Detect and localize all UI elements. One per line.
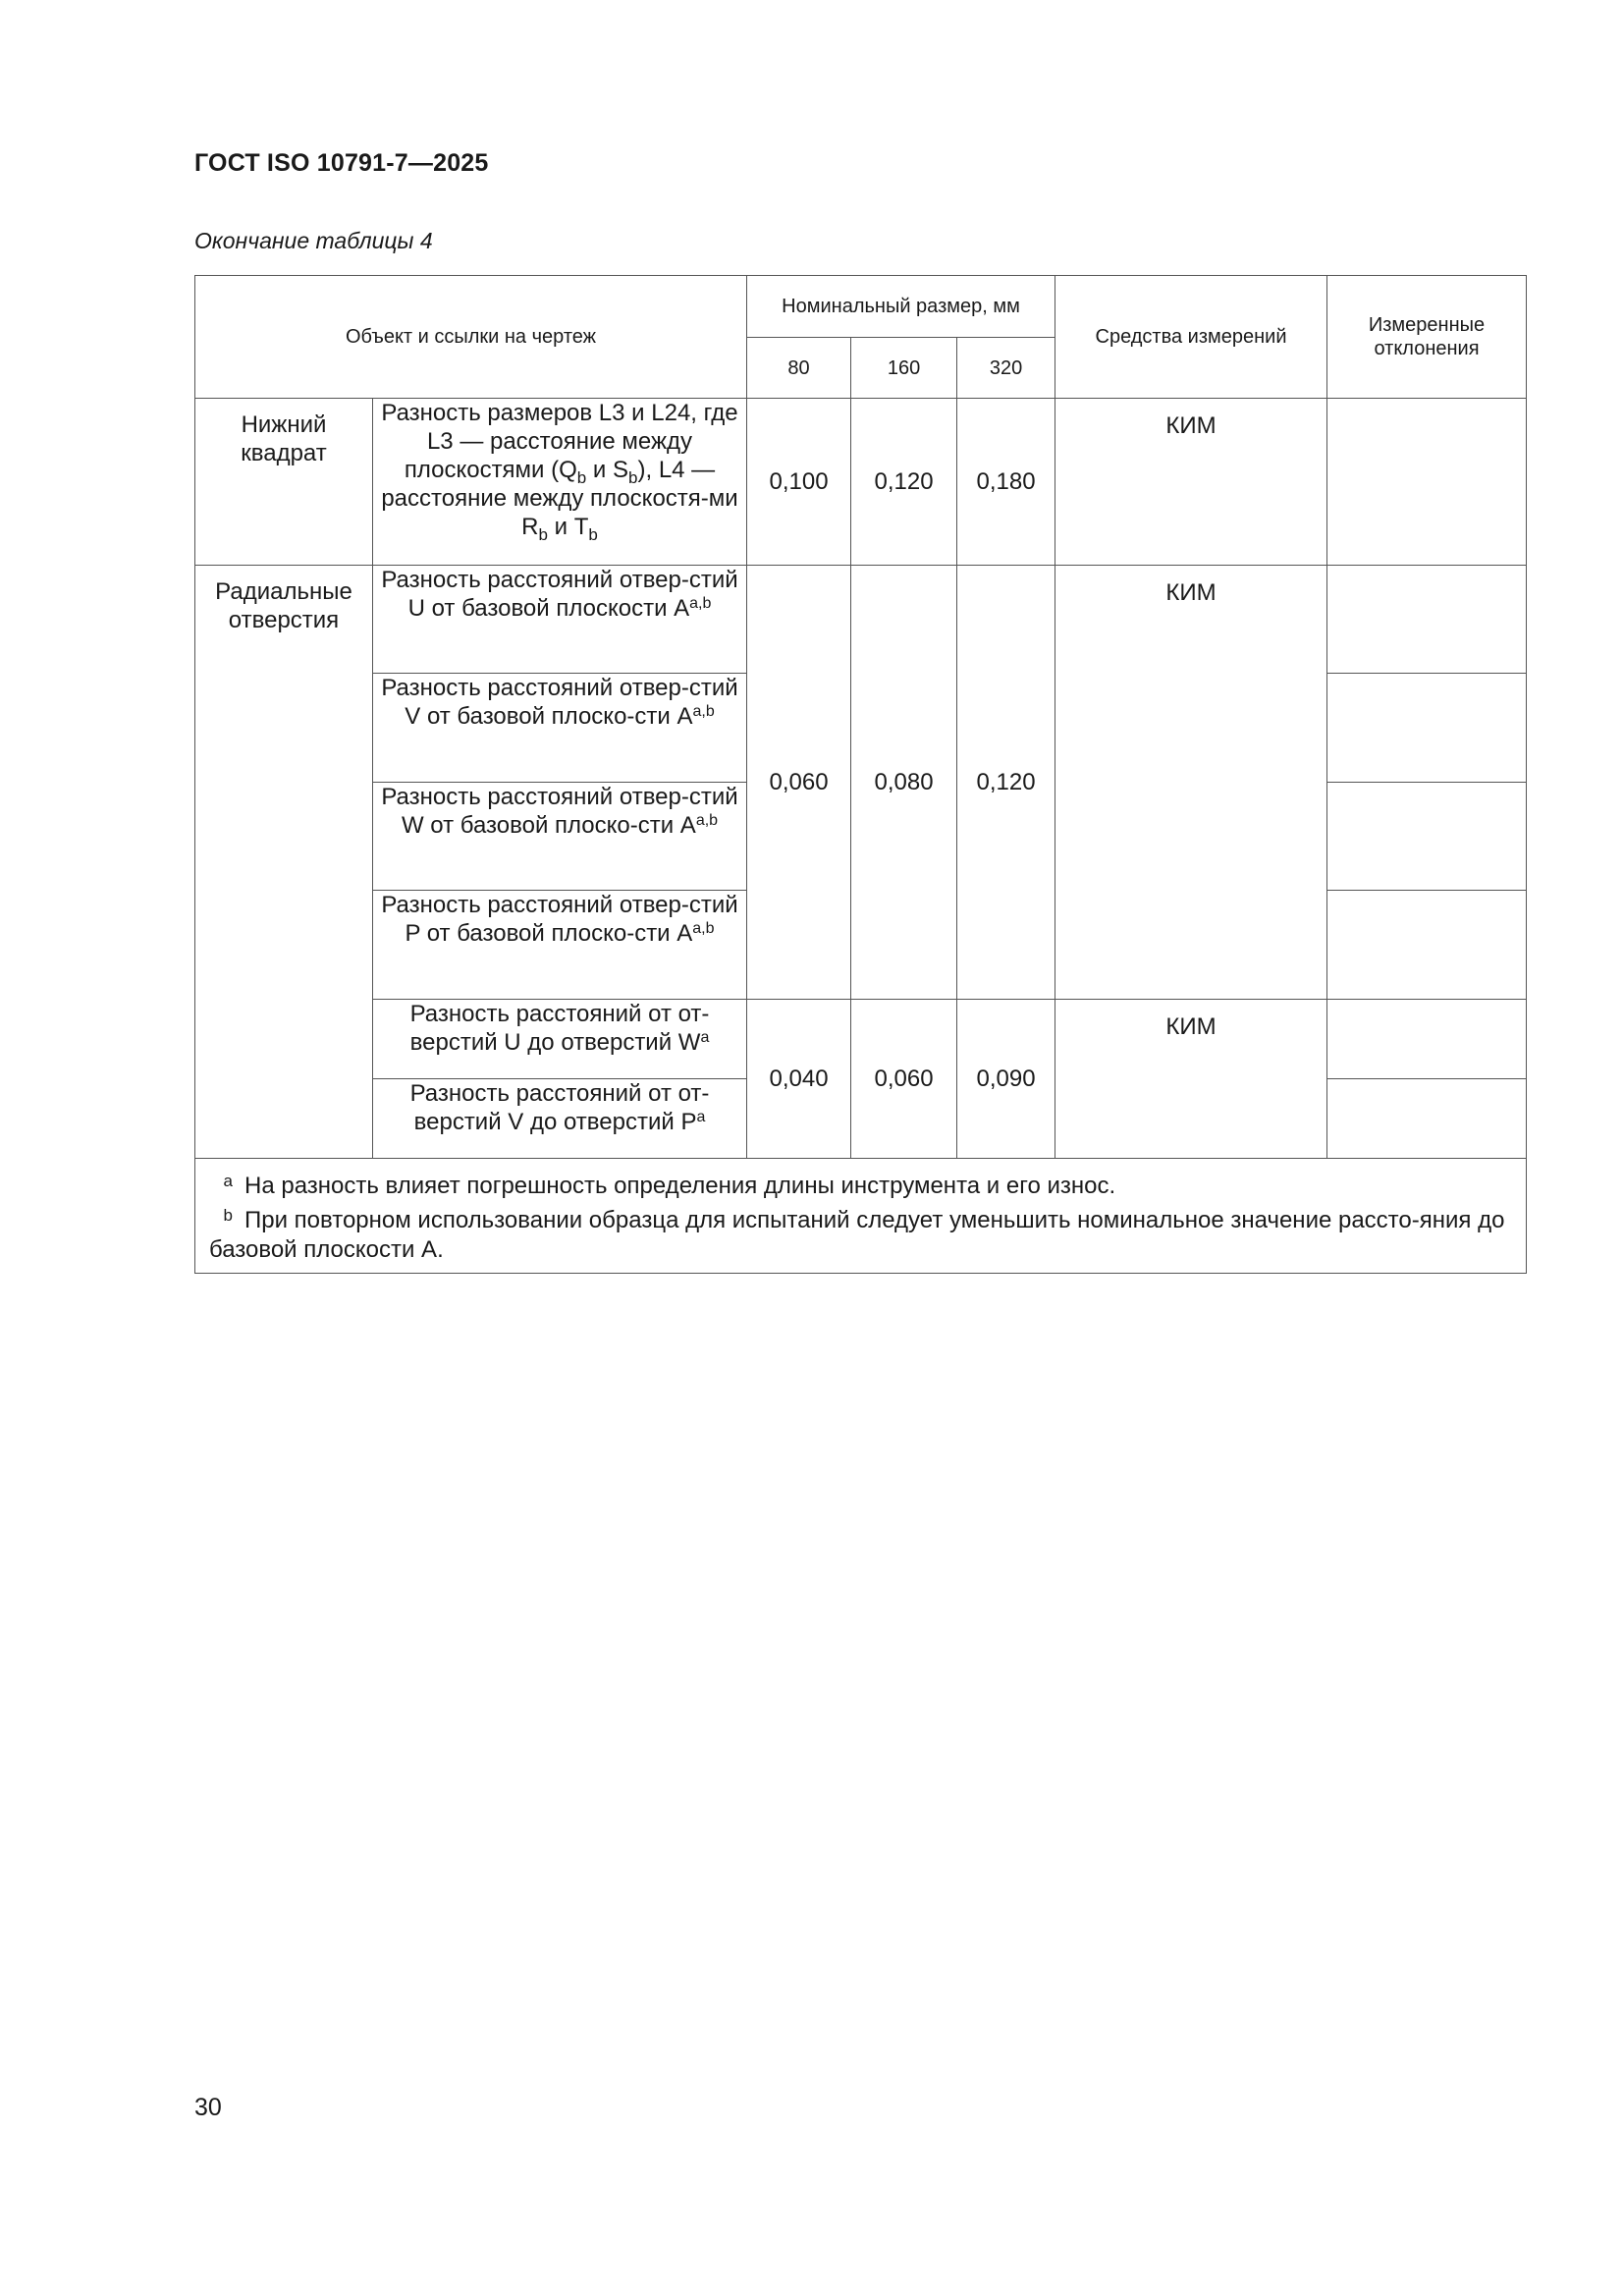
footnote-mark: a [223,1172,233,1190]
table-row [195,399,1527,566]
value-80: 0,100 [747,399,851,566]
value-160: 0,060 [851,1000,957,1159]
footnote-ref: a,b [689,595,712,612]
subscript: b [628,468,638,487]
value-80: 0,040 [747,1000,851,1159]
description-text: Разность расстояний от от-верстий V до отверстий P [409,1080,710,1135]
description-text: Разность расстояний отвер-стий P от базовой плоско-сти A [381,892,738,947]
measuring-means-cell: КИМ [1055,566,1327,1000]
header-measuring-means: Средства измерений [1055,276,1327,399]
footnote-ref: a [696,1109,706,1125]
deviation-cell [1327,674,1527,783]
value-320: 0,090 [957,1000,1055,1159]
description-text: и T [547,514,589,540]
deviation-cell [1327,399,1527,566]
value-320: 0,120 [957,566,1055,1000]
subscript: b [588,525,598,544]
description-text: Разность расстояний отвер-стий V от базовой плоско-сти A [381,675,738,730]
description-cell [373,891,747,1000]
footnote-ref: a,b [692,703,715,720]
value-80: 0,060 [747,566,851,1000]
footnote-b [209,1201,1520,1265]
description-text: Разность расстояний от от-верстий U до отверстий W [409,1001,710,1056]
deviation-cell [1327,566,1527,674]
header-nominal-size: Номинальный размер, мм [747,276,1055,338]
subscript: b [576,468,587,487]
footnote-a [209,1167,1520,1201]
description-cell [373,399,747,566]
footnote-ref: a,b [692,920,715,937]
header-size-160: 160 [851,338,957,399]
description-cell [373,566,747,674]
description-cell [373,1079,747,1159]
table-caption: Окончание таблицы 4 [194,228,433,253]
header-measured-deviations: Измеренные отклонения [1327,276,1527,399]
document-header: ГОСТ ISO 10791-7—2025 [194,149,489,177]
value-160: 0,080 [851,566,957,1000]
deviation-cell [1327,1079,1527,1159]
table-row [195,1000,1527,1079]
description-cell [373,1000,747,1079]
footnotes-cell [195,1159,1527,1274]
footnote-ref: a [700,1029,710,1046]
deviation-cell [1327,1000,1527,1079]
footnote-text: При повторном использовании образца для испытаний следует уменьшить номинальное значение рассто-яния до базовой плоскости A. [209,1207,1505,1263]
measurement-table [194,275,1527,1274]
description-cell [373,674,747,783]
subscript: b [538,525,548,544]
value-320: 0,180 [957,399,1055,566]
deviation-cell [1327,891,1527,1000]
measuring-means-cell: КИМ [1055,1000,1327,1159]
header-size-80: 80 [747,338,851,399]
deviation-cell [1327,783,1527,891]
header-size-320: 320 [957,338,1055,399]
description-cell [373,783,747,891]
footnote-ref: a,b [695,812,719,829]
table-row [195,566,1527,674]
header-object: Объект и ссылки на чертеж [195,276,747,399]
object-cell: Нижний квадрат [195,399,373,566]
object-cell: Радиальные отверстия [195,566,373,1159]
footnote-text: На разность влияет погрешность определения длины инструмента и его износ. [244,1173,1116,1199]
description-text: Разность расстояний отвер-стий U от базовой плоскости A [381,567,738,622]
description-text: Разность размеров L3 и L24, где L3 — расстояние между плоскостями (Q [381,400,738,483]
footnotes-row [195,1159,1527,1274]
footnote-mark: b [223,1206,233,1225]
description-text: Разность расстояний отвер-стий W от базовой плоско-сти A [381,784,738,839]
page-number: 30 [194,2094,222,2121]
description-text: и S [586,457,629,483]
value-160: 0,120 [851,399,957,566]
description-text: ), L4 — расстояние между плоскостя-ми R [381,457,738,540]
measuring-means-cell: КИМ [1055,399,1327,566]
